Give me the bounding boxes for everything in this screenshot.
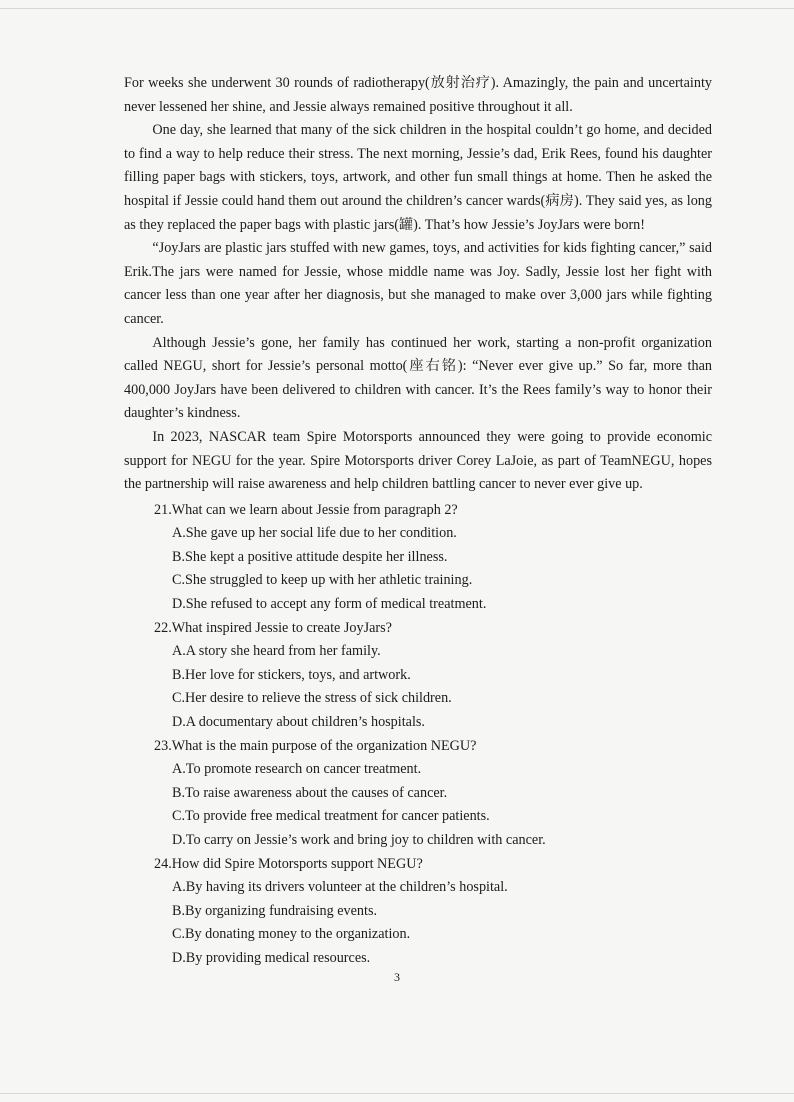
passage	[124, 72, 712, 497]
option-d: D.She refused to accept any form of medical treatment.	[172, 596, 487, 613]
passage-paragraph-1: For weeks she underwent 30 rounds of radiotherapy(放射治疗). Amazingly, the pain and uncertainty never lessened her shine, and Jessie always remained positive throughout it all.	[124, 75, 712, 115]
option-b: B.She kept a positive attitude despite her illness.	[172, 548, 448, 565]
passage-paragraph-5: In 2023, NASCAR team Spire Motorsports announced they were going to provide economic support for NEGU for the year. Spire Motorsports driver Corey LaJoie, as part of TeamNEGU, hopes the partnership will raise awareness and help children battling cancer to never ever give up.	[124, 428, 712, 493]
option-b: B.Her love for stickers, toys, and artwork.	[172, 666, 411, 683]
scan-edge-bottom	[0, 1093, 794, 1094]
question-stem: 24.How did Spire Motorsports support NEGU?	[154, 855, 423, 872]
option-a: A.She gave up her social life due to her condition.	[172, 525, 457, 542]
passage-paragraph-2: One day, she learned that many of the sick children in the hospital couldn’t go home, and decided to find a way to help reduce their stress. The next morning, Jessie’s dad, Erik Rees, found his daughter filling paper bags with stickers, toys, artwork, and other fun small things at home. Then he asked the hospital if Jessie could hand them out around the children’s cancer wards(病房). They said yes, as long as they replaced the paper bags with plastic jars(罐). That’s how Jessie’s JoyJars were born!	[124, 122, 712, 233]
passage-paragraph-3: “JoyJars are plastic jars stuffed with new games, toys, and activities for kids fighting cancer,” said Erik.The jars were named for Jessie, whose middle name was Joy. Sadly, Jessie lost her fight with cancer less than one year after her diagnosis, but she managed to make over 3,000 jars while fighting cancer.	[124, 240, 712, 327]
option-d: D.A documentary about children’s hospitals.	[172, 714, 425, 731]
option-c: C.Her desire to relieve the stress of sick children.	[172, 690, 452, 707]
option-c: C.She struggled to keep up with her athletic training.	[172, 572, 473, 589]
option-d: D.To carry on Jessie’s work and bring joy to children with cancer.	[172, 832, 546, 848]
option-a: A.A story she heard from her family.	[172, 643, 381, 660]
question-stem: 23.What is the main purpose of the organization NEGU?	[154, 737, 477, 754]
question-list	[124, 499, 712, 971]
question-stem: 22.What inspired Jessie to create JoyJars?	[154, 619, 392, 636]
question-22	[124, 617, 712, 735]
option-a: A.By having its drivers volunteer at the children’s hospital.	[172, 879, 508, 896]
page-number: 3	[394, 970, 400, 984]
option-d: D.By providing medical resources.	[172, 949, 371, 966]
scan-edge-top	[0, 8, 794, 9]
option-c: C.To provide free medical treatment for cancer patients.	[172, 808, 490, 825]
question-23	[124, 735, 712, 853]
option-a: A.To promote research on cancer treatment.	[172, 761, 422, 778]
question-21	[124, 499, 712, 617]
question-stem: 21.What can we learn about Jessie from paragraph 2?	[154, 501, 458, 518]
option-b: B.To raise awareness about the causes of cancer.	[172, 784, 448, 801]
document-page	[124, 72, 712, 971]
option-c: C.By donating money to the organization.	[172, 926, 411, 943]
passage-paragraph-4: Although Jessie’s gone, her family has continued her work, starting a non-profit organization called NEGU, short for Jessie’s personal motto(座右铭): “Never ever give up.” So far, more than 400,000 JoyJars have been delivered to children with cancer. It’s the Rees family’s way to honor their daughter’s kindness.	[124, 334, 712, 422]
question-24	[124, 853, 712, 971]
option-b: B.By organizing fundraising events.	[172, 902, 378, 919]
